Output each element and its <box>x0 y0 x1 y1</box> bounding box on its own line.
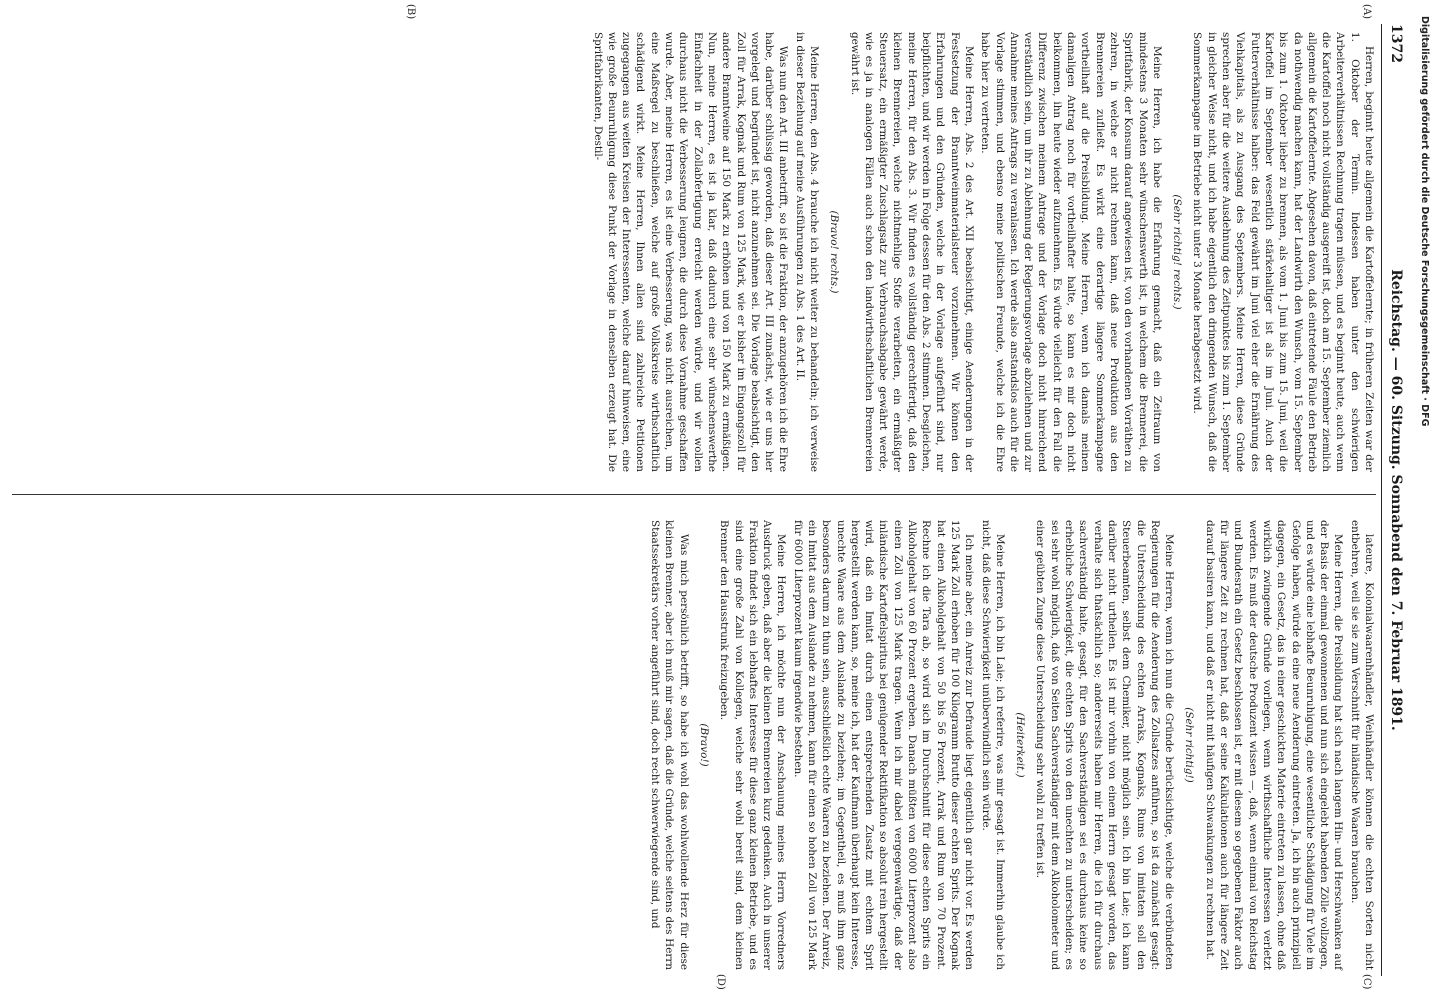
page-header <box>1381 24 1408 976</box>
paragraph: Meine Herren, ich bin Laie; ich referire, was mir gesagt ist. Immerhin glaube ich nicht, daß diese Schwierigkeit unüberwindlich sein würde. <box>979 520 1006 970</box>
paragraph: Meine Herren, den Abs. 4 brauche ich nicht weiter zu behandeln; ich verweise in dieser Beziehung auf meine Ausführungen zu Abs. 1 des Art. II. <box>793 32 821 472</box>
page-title: Reichstag. — 60. Sitzung. Sonnabend den 7. Februar 1891. <box>1388 269 1404 731</box>
reaction-note: (Sehr richtig! rechts.) <box>1171 194 1184 310</box>
dfg-caption-text: Digitalisierung gefördert durch die Deutsche Forschungsgemeinschaft · DFG <box>1419 16 1430 427</box>
paragraph: lateure, Kolonialwaarenhändler, Weinhändler können die echten Sorten nicht entbehren, weil sie sie zum Verschnitt für inländische Waaren brauchen. <box>1348 520 1375 970</box>
paragraph: Ich meine aber, ein Anreiz zur Defraude liegt eigentlich gar nicht vor. Es werden 125 Mark Zoll erhoben für 100 Kilogramm Brutto dieser echten Sprits. Der Kognak hat einen Alkoholgehalt von 50 bis 56 Prozent, Arrak und Rum von 70 Prozent. Rechne ich die Tara ab, so wird sich im Durchschnitt für diese echten Sprits ein Alkoholgehalt von 60 Prozent ergeben. Danach müßten von 6000 Literprozent also einen Zoll von 125 Mark tragen. Wenn ich mir dabei vergegenwärtige, daß der inländische Kartoffelspiritus bei genügender Rektifikation so absolut rein hergestellt wird, daß ein Imitat durch einen entsprechenden Zusatz mit echtem Sprit hergestellt werden kann, so, meine ich, hat der Kaufmann überhaupt kein Interesse, unechte Waare aus dem Auslande zu beziehen; im Gegentheil, es muß ihm ganz besonders darum zu thun sein, ausschließlich echte Waaren zu beziehen. Der Anreiz, ein Imitat aus dem Auslande zu nehmen, kann für einen so hohen Zoll von 125 Mark für 6000 Literprozent kaum irgendwie bestehen. <box>791 520 976 970</box>
margin-marker-b: (B) <box>405 4 416 20</box>
paragraph: Was mich persönlich betrifft, so habe ich wohl das wohlwollende Herz für diese kleinen Brenner, aber ich muß mir sagen, daß die Gründe, welche seitens des Herrn Staatssekretärs vorher angeführt sind, doch recht schwerwiegende sind, und <box>649 520 690 970</box>
margin-marker-a: (A) <box>1361 4 1372 20</box>
paragraph: Meine Herren, ich möchte nun der Anschauung meines Herrn Vorredners Ausdruck geben, daß aber die kleinen Brennereien kurz gedenken. Auch in unserer Fraktion findet sich ein lebhaftes Interesse für diese ganz kleinen Betriebe, und es sind eine große Zahl von Kollegen, welche sehr wohl bereit sind, dem kleinen Brenner den Hausstrunk freizugeben. <box>718 520 788 970</box>
paragraph: Meine Herren, Abs. 2 des Art. XII beabsichtigt, einige Aenderungen in der Festsetzung der Branntweinmaterialsteuer vorzunehmen. Wir können den Erfahrungen und den Gründen, welche in der Vorlage aufgeführt sind, nur beipflichten, und wir werden in Folge dessen für den Abs. 2 stimmen. Desgleichen, meine Herren, für den Abs. 3. Wir finden es vollständig gerechtfertigt, daß den kleinen Brennereien, welche nichtmehlige Stoffe verarbeiten, ein ermäßigter Steuersatz, ein ermäßigter Zuschlagsatz zur Verbrauchsabgabe gewährt werde, wie es ja in analogen Fällen auch schon den landwirthschaftlichen Brennereien gewährt ist. <box>848 32 975 472</box>
paragraph: Meine Herren, ich habe die Erfahrung gemacht, daß ein Zeitraum von mindestens 3 Monaten sehr wünschenswerth ist, in welchem die Brennerei, die Spritfabrik, der Konsum darauf angewiesen ist, von den vorhandenen Vorräthen zu zehren, in welche er nicht rechnen kann, daß neue Produktion aus den Brennereien zufließt. Es wirkt eine derartige längere Sommerkampagne vortheilhaft auf die Preisbildung. Meine Herren, wenn ich damals meinen damaligen Antrag noch für vortheilhafter halte, so kann es mir doch nicht beikommen, ihn heute wieder aufzunehmen. Es würde vielleicht für den Fall die Differenz zwischen meinem Antrage und der Vorlage doch nicht hinreichend verständlich sein, um ihr zu Ablehnung der Regierungsvorlage abzulehnen und zur Annahme meines Antrags zu veranlassen. Ich werde also anstandslos auch für die Vorlage stimmen, und ebenso meine politischen Freunde, welche ich die Ehre habe hier zu vertreten. <box>979 32 1163 472</box>
paragraph: Herren, beginnt heute allgemein die Kartoffelernte; in früheren Zeiten war der 1. Oktober der Termin. Indessen haben unter den schwierigen Arbeiterverhältnissen Rechnung tragen müssen, und es beginnt heute, auch wenn die Kartoffel noch nicht vollständig ausgereift ist, doch am 15. September ziemlich allgemein die Kartoffelernte. Abgesehen davon, daß eintretende Fäule den Betrieb da nothwendig machen kann, hat der Landwirth den Wunsch, vom 15. September bis zum 1. Oktober lieber zu brennen, als vom 1. Juni bis zum 15. Juni, weil die Kartoffel im September wesentlich stärkehaltiger ist als im Juni. Auch der Futterverhältnisse halber: das Feld gewährt im Juni viel eher die Ernährung des Viehkapitals, als zu Ausgang des Septembers. Meine Herren, diese Gründe sprechen aber für die weitere Ausdehnung des Zeitpunktes bis zum 1. September in gleicher Weise nicht, und ich habe eigentlich den dringenden Wunsch, daß die Sommerkampagne im Betriebe nicht unter 3 Monate herabgesetzt wird. <box>1191 32 1375 472</box>
margin-marker-c: (C) <box>1361 974 1372 990</box>
reaction-note: (Bravo!) <box>697 723 710 767</box>
paragraph: Meine Herren, die Preisbildung hat sich nach langem Hin- und Herschwanken auf der Basis der einmal gewonnenen und nun sich eingelebt habenden Zölle vollzogen, und es würde eine lebhafte Beunruhigung, eine wesentliche Schädigung für Viele im Gefolge haben, würde da eine neue Aenderung eintreten. Ja, ich bin auch prinzipiell dagegen, ein Gesetz, das in einer geschickten Materie eintreten zu lassen, ohne daß wirklich zwingende Gründe vorliegen, wenn wirthschaftliche Interessen verletzt werden. Es muß der deutsche Produzent wissen —, daß, wenn einmal von Reichstag und Bundesrath ein Gesetz beschlossen ist, er mit diesem so gegebenen Faktor auch für längere Zeit zu rechnen hat, daß er seine Kalkulationen auch für längere Zeit darauf basiren kann, und daß er nicht mit häufigen Schwankungen zu rechnen hat. <box>1203 520 1345 970</box>
reaction-note: (Bravo! rechts.) <box>828 210 841 294</box>
left-text-column <box>12 32 1376 472</box>
reaction-note: (Heiterkeit.) <box>1014 712 1027 778</box>
paragraph: Meine Herren, wenn ich nun die Gründe berücksichtige, welche die verbündeten Regierungen für die Aenderung des Zollsatzes anführen, so ist da zunächst gesagt: die Unterscheidung des echten Arraks, Kognaks, Rums von Imitaten soll den Steuerbeamten, selbst dem Chemiker, nicht möglich sein. Ich bin Laie; ich kann darüber nicht urtheilen. Es ist mir vorhin von einem Herrn gesagt worden, das verhalte sich thatsächlich so; andererseits haben mir Herren, die ich für durchaus sachverständig halte, gesagt, für den Sachverständigen sei es durchaus keine so erhebliche Schwierigkeit, die echten Sprits von den unechten zu unterscheiden; es sei sehr wohl möglich, daß von Seiten Sachverständiger mit dem Alkoholometer und einer geübten Zunge diese Unterscheidung sehr wohl zu treffen ist. <box>1034 520 1176 970</box>
paragraph: Was nun den Art. III anbetrifft, so ist die Fraktion, der anzugehören ich die Ehre habe, darüber schlüssig geworden, daß dieser Art. III zunächst, wie er uns hier vorgelegt und begründet ist, nicht anzunehmen sei. Die Vorlage beabsichtigt, den Zoll für Arrak, Kognak und Rum von 125 Mark, wie er bisher im Eingangszoll für andere Branntweine auf 150 Mark zu erhöhen und von 150 Mark zu ermäßigen. Nun, meine Herren, es ist ja klar, daß dadurch eine sehr wünschenswerthe Einfachheit in der Zollabfertigung erreicht werden würde, und wir wollen durchaus nicht die Verbesserung leugnen, die durch diese Vornahme geschaffen wurde. Aber, meine Herren, es ist eine Verbesserung, was nicht ausreichen, um eine Maßregel zu beschließen, welche auf große Volkskreise wirthschaftlich schädigend wirkt. Meine Herren, Ihnen allen sind zahlreiche Petitionen zugegangen aus weiten Kreisen der Interessenten, welche darauf hinweisen, eine wie große Beunruhigung diese Punkt der Vorlage in denselben erzeugt hat. Die Spritfabrikanten, Destil- <box>591 32 790 472</box>
page-number: 1372 <box>1388 24 1404 63</box>
reaction-note: (Sehr richtig!) <box>1183 707 1196 783</box>
dfg-digitization-caption <box>1416 16 1432 984</box>
margin-marker-d: (D) <box>715 974 726 990</box>
right-text-column <box>12 520 1376 970</box>
column-divider <box>12 494 1376 495</box>
